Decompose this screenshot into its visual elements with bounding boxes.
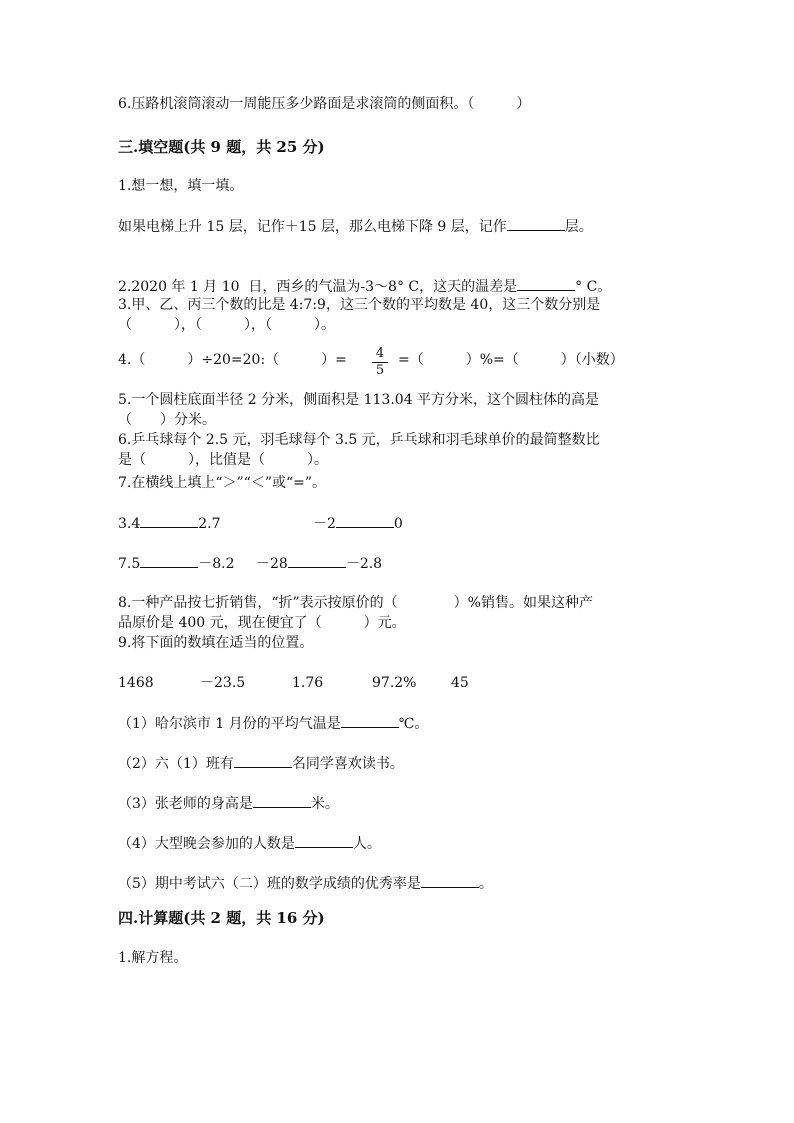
fill-question-9: 9.将下面的数填在适当的位置。 xyxy=(118,635,314,651)
numerator: 4 xyxy=(375,346,385,361)
text: 0 xyxy=(393,516,403,532)
section-3-heading: 三.填空题(共 9 题，共 25 分) xyxy=(118,138,325,156)
answer-blank[interactable] xyxy=(295,833,353,848)
number-5: 45 xyxy=(451,675,469,691)
text: （3）张老师的身高是 xyxy=(118,796,253,812)
text: （4）大型晚会参加的人数是 xyxy=(118,836,295,852)
text: （5）期中考试六（二）班的数学成绩的优秀率是 xyxy=(118,876,421,892)
text: ℃。 xyxy=(398,716,429,732)
fill-question-4-left: 4.（ ）÷20=20:（ ）= xyxy=(118,352,347,368)
fill-question-5-cont: （ ）分米。 xyxy=(118,412,216,428)
compare-row-2a xyxy=(118,553,235,573)
fill-question-7: 7.在横线上填上“＞”“＜”或“=”。 xyxy=(118,475,327,491)
text: （1）哈尔滨市 1 月份的平均气温是 xyxy=(118,716,341,732)
answer-blank[interactable] xyxy=(253,793,311,808)
sub-question-5 xyxy=(118,873,493,893)
text: 如果电梯上升 15 层，记作＋15 层，那么电梯下降 9 层，记作 xyxy=(118,219,507,235)
number-1: 1468 xyxy=(118,675,154,691)
answer-blank[interactable] xyxy=(140,553,198,568)
answer-blank[interactable] xyxy=(140,513,198,528)
text: －2 xyxy=(313,516,336,532)
fill-question-4-right: =（ ）%=（ ）（小数） xyxy=(398,352,624,368)
number-4: 97.2% xyxy=(372,675,417,691)
judge-question-6: 6.压路机滚筒滚动一周能压多少路面是求滚筒的侧面积。（ ） xyxy=(118,96,531,112)
text: （2）六（1）班有 xyxy=(118,756,234,772)
fill-question-1: 1.想一想，填一填。 xyxy=(118,178,244,194)
text: －2.8 xyxy=(345,556,383,572)
answer-blank[interactable] xyxy=(336,513,394,528)
fraction xyxy=(372,346,388,379)
text: 人。 xyxy=(352,836,381,852)
answer-blank[interactable] xyxy=(517,276,575,291)
text: 3.4 xyxy=(118,516,141,532)
fill-question-8-cont: 品原价是 400 元，现在便宜了（ ）元。 xyxy=(118,615,406,631)
fill-question-6: 6.乒乓球每个 2.5 元，羽毛球每个 3.5 元，乒乓球和羽毛球单价的最简整数比 xyxy=(118,432,600,448)
text: ° C。 xyxy=(575,279,612,295)
text: 2.2020 年 1 月 10 日，西乡的气温为-3～8° C，这天的温差是 xyxy=(118,279,518,295)
fill-question-5: 5.一个圆柱底面半径 2 分米，侧面积是 113.04 平方分米，这个圆柱体的高是 xyxy=(118,392,600,408)
fill-question-2 xyxy=(118,276,611,296)
answer-blank[interactable] xyxy=(288,553,346,568)
fill-question-1-text xyxy=(118,216,593,236)
compare-row-2b xyxy=(256,553,382,573)
text: －28 xyxy=(256,556,288,572)
answer-blank[interactable] xyxy=(421,873,479,888)
denominator: 5 xyxy=(372,362,388,379)
text: 。 xyxy=(478,876,493,892)
compare-row-1a xyxy=(118,513,221,533)
text: 7.5 xyxy=(118,556,141,572)
sub-question-4 xyxy=(118,833,381,853)
text: 层。 xyxy=(564,219,593,235)
fill-question-3: 3.甲、乙、丙三个数的比是 4:7:9，这三个数的平均数是 40，这三个数分别是 xyxy=(118,297,601,313)
calc-question-1: 1.解方程。 xyxy=(118,950,188,966)
number-3: 1.76 xyxy=(292,675,324,691)
sub-question-2 xyxy=(118,753,404,773)
fill-question-8: 8.一种产品按七折销售，“折”表示按原价的（ ）%销售。如果这种产 xyxy=(118,595,593,611)
sub-question-3 xyxy=(118,793,339,813)
text: 2.7 xyxy=(198,516,221,532)
fill-question-3-answers: （ ），（ ），（ ）。 xyxy=(118,317,335,333)
text: －8.2 xyxy=(198,556,235,572)
compare-row-1b xyxy=(313,513,403,533)
answer-blank[interactable] xyxy=(507,216,565,231)
section-4-heading: 四.计算题(共 2 题，共 16 分) xyxy=(118,909,325,927)
sub-question-1 xyxy=(118,713,428,733)
answer-blank[interactable] xyxy=(341,713,399,728)
answer-blank[interactable] xyxy=(234,753,292,768)
text: 米。 xyxy=(310,796,339,812)
fill-question-6-cont: 是（ ），比值是（ ）。 xyxy=(118,452,328,468)
text: 名同学喜欢读书。 xyxy=(291,756,404,772)
number-2: －23.5 xyxy=(200,675,246,691)
